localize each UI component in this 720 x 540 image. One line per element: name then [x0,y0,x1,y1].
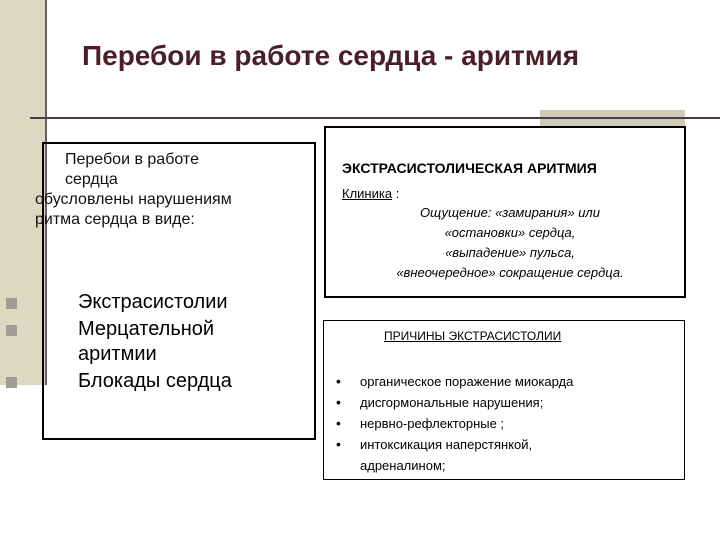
square-bullet-icon [6,298,17,309]
bullet-dot-icon: • [336,373,341,389]
square-bullet-icon [6,377,17,388]
list-item [0,369,320,394]
list-item-text-continued: адреналином; [360,458,446,473]
list-item-text: дисгормональные нарушения; [360,395,544,410]
clinic-line: «остановки» сердца, [444,225,576,240]
clinic-line: «внеочередное» сокращение сердца. [396,265,624,280]
list-item-text: интоксикация наперстянкой, [360,437,533,452]
list-item-text: Мерцательной [78,318,215,340]
box1-title: ЭКСТРАСИСТОЛИЧЕСКАЯ АРИТМИЯ [342,160,597,176]
list-item [336,371,681,392]
intro-text [0,150,310,230]
square-bullet-icon [6,325,17,336]
list-item-text-continued: аритмии [78,343,157,365]
list-item-text: нервно-рефлекторные ; [360,416,505,431]
box2-title: ПРИЧИНЫ ЭКСТРАСИСТОЛИИ [384,329,562,343]
list-item [336,434,681,476]
list-item-text: органическое поражение миокарда [360,374,574,389]
list-item [336,392,681,413]
arrhythmia-types-list [0,290,320,396]
intro-line: ритма сердца в виде: [35,211,195,228]
bullet-dot-icon: • [336,394,341,410]
clinic-label-text: Клиника [342,186,393,201]
title-divider-line [30,117,720,119]
slide-title: Перебои в работе сердца - аритмия [82,40,580,71]
clinic-label-suffix: : [392,186,400,201]
causes-list [336,371,681,476]
list-item [0,317,320,367]
clinic-line: Ощущение: «замирания» или [419,205,600,220]
intro-line: сердца [65,171,118,188]
clinic-label [342,186,399,201]
bullet-dot-icon: • [336,415,341,431]
list-item-text: Блокады сердца [78,370,232,392]
bullet-dot-icon: • [336,436,341,452]
list-item [0,290,320,315]
intro-line: обусловлены нарушениям [35,191,232,208]
clinic-line: «выпадение» пульса, [445,245,575,260]
clinic-description [330,203,690,283]
list-item [336,413,681,434]
intro-line: Перебои в работе [65,151,199,168]
list-item-text: Экстрасистолии [78,291,228,313]
